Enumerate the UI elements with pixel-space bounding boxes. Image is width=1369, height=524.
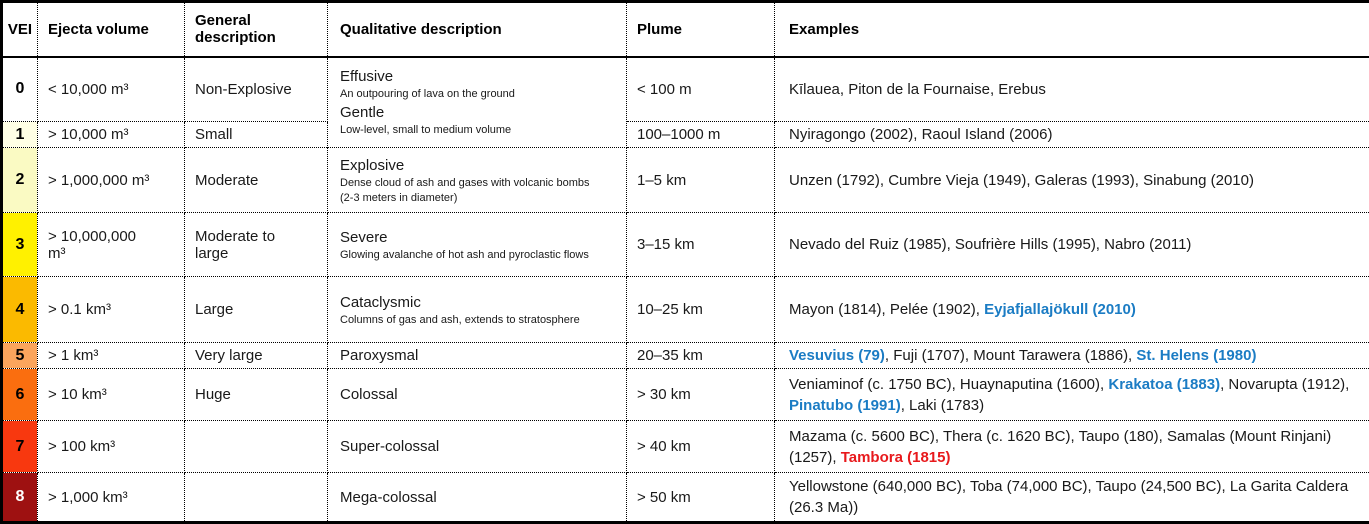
cell-plume-1: 100–1000 m [627,122,775,148]
example-highlight-blue: Eyjafjallajökull (2010) [984,301,1136,318]
cell-ejecta-3: > 10,000,000 m³ [38,213,185,277]
cell-general-8 [185,473,328,523]
table-row-vei-0 [2,57,1369,122]
cell-general-0: Non-Explosive [185,57,328,122]
table-row-vei-4 [2,277,1369,343]
cell-vei-0: 0 [2,57,38,122]
cell-examples-4 [775,277,1369,343]
qualitative-title: Effusive [340,68,394,86]
cell-examples-0 [775,57,1369,122]
cell-ejecta-2: > 1,000,000 m³ [38,148,185,213]
cell-vei-6: 6 [2,369,38,421]
table-row-vei-8 [2,473,1369,523]
col-header-qualitative: Qualitative description [328,2,627,57]
cell-qualitative-5 [328,343,627,369]
cell-vei-8: 8 [2,473,38,523]
qualitative-title: Paroxysmal [340,347,419,364]
example-text: Unzen (1792), Cumbre Vieja (1949), Galeras (1993), Sinabung (2010) [789,171,1254,189]
cell-plume-4: 10–25 km [627,277,775,343]
table-row-vei-1 [2,122,1369,148]
example-text: , Laki (1783) [900,396,985,414]
qualitative-title: Gentle [340,104,385,122]
example-text: Kīlauea, Piton de la Fournaise, Erebus [789,80,1046,98]
cell-qualitative-7 [328,421,627,473]
cell-ejecta-6: > 10 km³ [38,369,185,421]
example-text: Nyiragongo (2002), Raoul Island (2006) [789,126,1053,143]
cell-general-3: Moderate to large [185,213,328,277]
cell-examples-1 [775,122,1369,148]
example-text: Nevado del Ruiz (1985), Soufrière Hills (1995), Nabro (2011) [789,236,1192,253]
qualitative-title: Super-colossal [340,438,440,455]
cell-plume-3: 3–15 km [627,213,775,277]
qualitative-title: Colossal [340,386,398,403]
cell-examples-3 [775,213,1369,277]
table-row-vei-6 [2,369,1369,421]
example-highlight-red: Tambora (1815) [840,448,951,466]
cell-plume-6: > 30 km [627,369,775,421]
table-row-vei-5 [2,343,1369,369]
cell-vei-4: 4 [2,277,38,343]
cell-plume-2: 1–5 km [627,148,775,213]
example-highlight-blue: Vesuvius (79) [789,347,885,364]
qualitative-subtext: Glowing avalanche of hot ash and pyroclastic flows [340,248,589,261]
cell-examples-6 [775,369,1369,421]
cell-plume-8: > 50 km [627,473,775,523]
cell-ejecta-0: < 10,000 m³ [38,57,185,122]
qualitative-subtext: An outpouring of lava on the ground [340,88,515,101]
col-header-plume: Plume [627,2,775,57]
cell-ejecta-7: > 100 km³ [38,421,185,473]
qualitative-subtext: Dense cloud of ash and gases with volcanic bombs (2-3 meters in diameter) [340,176,590,204]
example-text: Mayon (1814), Pelée (1902), [789,301,985,318]
col-header-general: General description [185,2,328,57]
cell-qualitative-6 [328,369,627,421]
example-highlight-blue: Pinatubo (1991) [789,396,901,414]
cell-plume-0: < 100 m [627,57,775,122]
table-row-vei-2 [2,148,1369,213]
cell-qualitative-3 [328,213,627,277]
col-header-examples: Examples [775,2,1369,57]
cell-plume-5: 20–35 km [627,343,775,369]
cell-ejecta-4: > 0.1 km³ [38,277,185,343]
table-row-vei-3 [2,213,1369,277]
example-highlight-blue: St. Helens (1980) [1136,347,1257,364]
example-highlight-blue: Krakatoa (1883) [1108,375,1221,393]
cell-vei-2: 2 [2,148,38,213]
cell-ejecta-5: > 1 km³ [38,343,185,369]
qualitative-title: Cataclysmic [340,293,421,311]
cell-examples-7 [775,421,1369,473]
col-header-ejecta: Ejecta volume [38,2,185,57]
qualitative-subtext: Low-level, small to medium volume [340,124,512,137]
col-header-vei: VEI [2,2,38,57]
qualitative-title: Severe [340,228,388,246]
example-text: , Fuji (1707), Mount Tarawera (1886), [884,347,1137,364]
cell-vei-7: 7 [2,421,38,473]
cell-qualitative-8 [328,473,627,523]
cell-qualitative-0-1 [328,57,627,148]
cell-vei-1: 1 [2,122,38,148]
cell-ejecta-8: > 1,000 km³ [38,473,185,523]
cell-general-7 [185,421,328,473]
cell-general-2: Moderate [185,148,328,213]
example-text: Veniaminof (c. 1750 BC), Huaynaputina (1600), [789,375,1109,393]
example-text: Mazama (c. 5600 BC), Thera (c. 1620 BC), Taupo (180), Samalas (Mount Rinjani) (1257), [789,427,1332,466]
cell-examples-5 [775,343,1369,369]
cell-general-5: Very large [185,343,328,369]
cell-examples-2 [775,148,1369,213]
example-text: Yellowstone (640,000 BC), Toba (74,000 BC), Taupo (24,500 BC), La Garita Caldera (26.3 Ma)) [789,478,1349,516]
example-text: , Novarupta (1912), [1220,375,1350,393]
cell-general-6: Huge [185,369,328,421]
table-row-vei-7 [2,421,1369,473]
cell-vei-3: 3 [2,213,38,277]
header-row [2,2,1369,57]
cell-ejecta-1: > 10,000 m³ [38,122,185,148]
cell-vei-5: 5 [2,343,38,369]
cell-general-4: Large [185,277,328,343]
qualitative-title: Mega-colossal [340,488,437,506]
cell-qualitative-2 [328,148,627,213]
cell-general-1: Small [185,122,328,148]
qualitative-title: Explosive [340,156,405,174]
cell-plume-7: > 40 km [627,421,775,473]
qualitative-subtext: Columns of gas and ash, extends to stratosphere [340,313,580,326]
cell-examples-8 [775,473,1369,523]
cell-qualitative-4 [328,277,627,343]
